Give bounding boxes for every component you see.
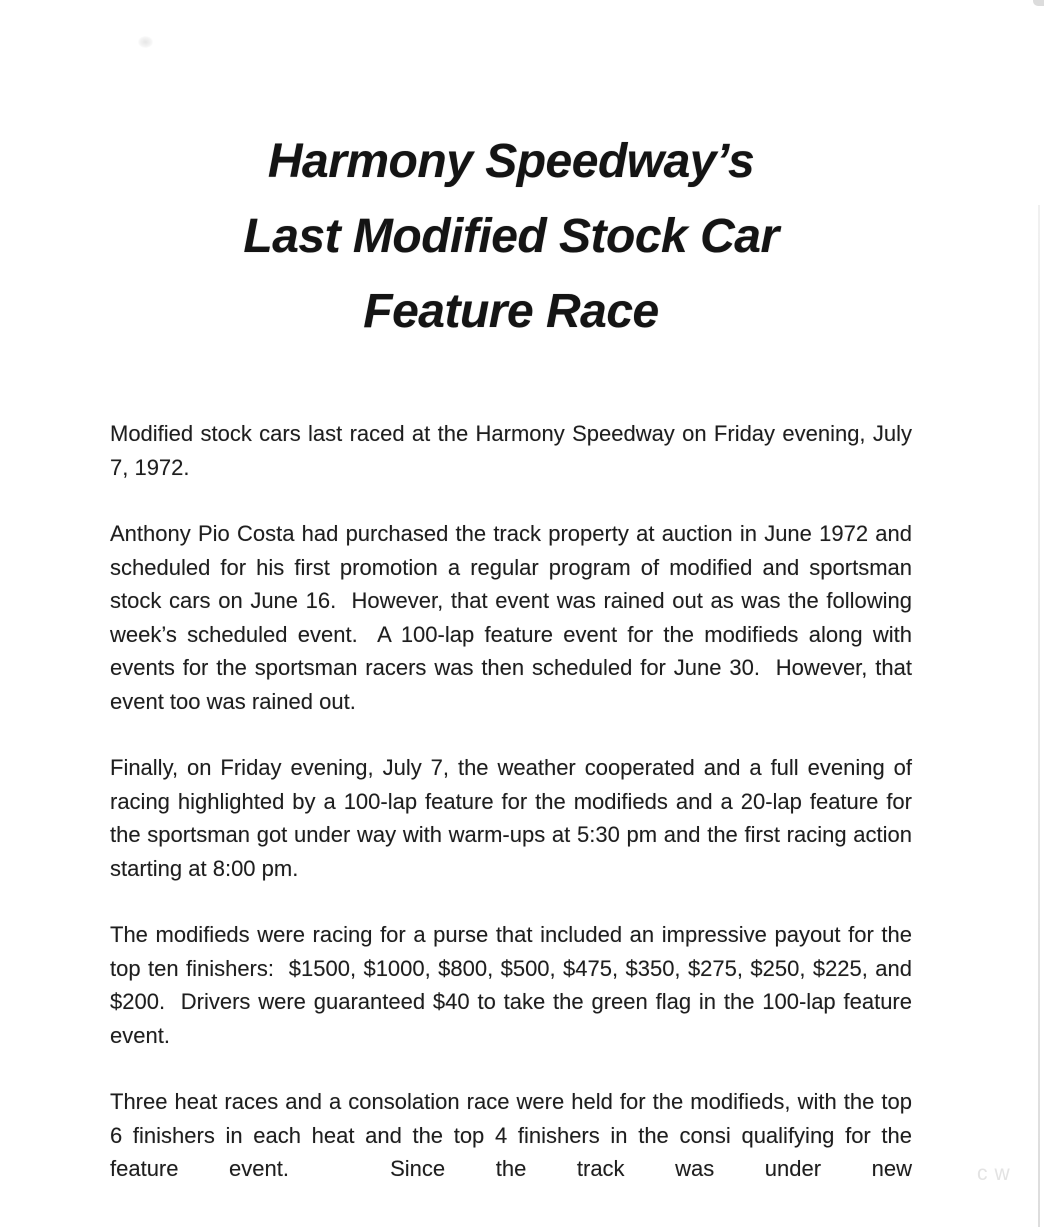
scan-watermark: cw	[977, 1162, 1017, 1185]
paragraph-2: Anthony Pio Costa had purchased the track property at auction in June 1972 and scheduled for his first promotion a regular program of modified and sportsman stock cars on June 16. However, that event was rained out as was the following week’s scheduled event. A 100-lap feature event for the modifieds along with events for the sportsman racers was then scheduled for June 30. However, that event too was rained out.	[110, 521, 919, 714]
document-title	[110, 124, 912, 349]
paragraph-4: The modifieds were racing for a purse that included an impressive payout for the top ten finishers: $1500, $1000, $800, $500, $475, $350, $275, $250, $225, and $200. Drivers were guaranteed $40 to take the green flag in the 100-lap feature event.	[110, 922, 919, 1048]
title-line-1: Harmony Speedway’s	[267, 135, 755, 188]
paragraph-1: Modified stock cars last raced at the Harmony Speedway on Friday evening, July 7, 1972.	[110, 421, 919, 480]
title-line-3: Feature Race	[363, 285, 659, 338]
scan-edge-line	[1038, 205, 1040, 1227]
paragraph-3: Finally, on Friday evening, July 7, the weather cooperated and a full evening of racing highlighted by a 100-lap feature for the modifieds and a 20-lap feature for the sportsman got under way with warm-ups at 5:30 pm and the first racing action starting at 8:00 pm.	[110, 755, 919, 881]
paragraph-5: Three heat races and a consolation race were held for the modifieds, with the top 6 finishers in each heat and the top 4 finishers in the consi qualifying for the feature event. Since the track was under new	[110, 1089, 919, 1181]
title-line-2: Last Modified Stock Car	[243, 210, 779, 263]
document-content	[110, 0, 919, 1186]
scan-mark-top-right	[1033, 0, 1044, 6]
